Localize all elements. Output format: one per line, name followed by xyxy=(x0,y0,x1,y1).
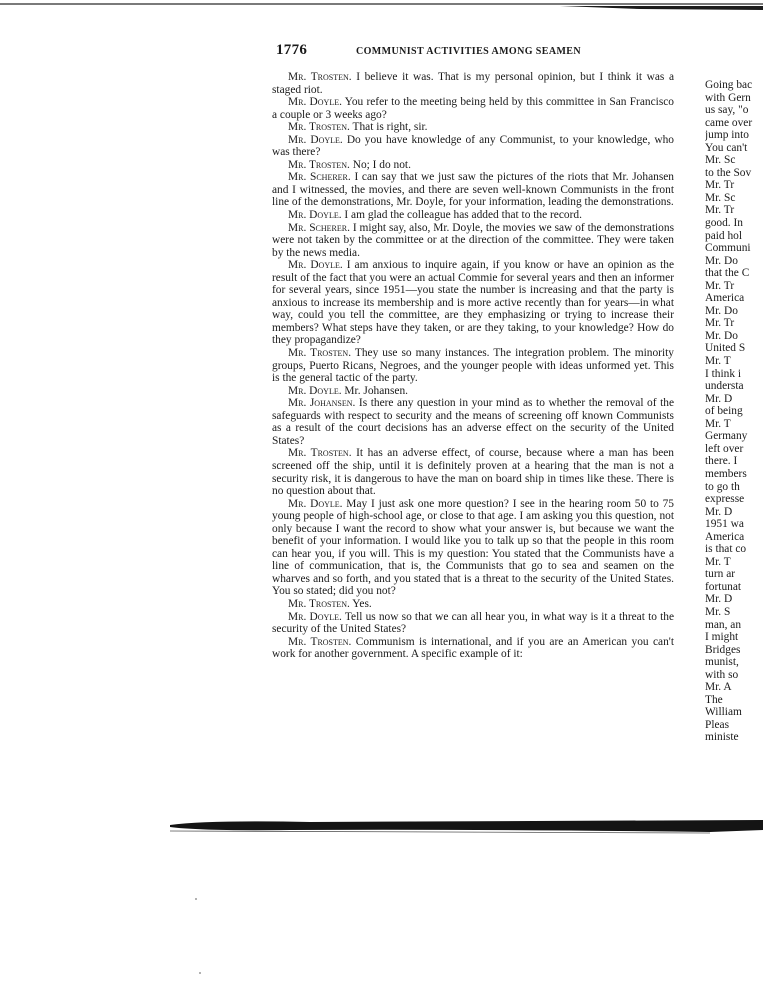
testimony-text: Communism is international, and if you are an American you can't work for another government. A specific example of it: xyxy=(272,635,674,661)
facing-page-line: Mr. Tr xyxy=(705,204,735,217)
testimony-paragraph xyxy=(272,498,674,598)
testimony-text: Yes. xyxy=(349,597,372,610)
facing-page-line: Mr. D xyxy=(705,593,733,606)
facing-page-line: to go th xyxy=(705,480,740,493)
testimony-paragraph xyxy=(272,71,674,96)
facing-page-line: jump into xyxy=(705,129,749,142)
speaker-name: Mr. Trosten. xyxy=(288,347,352,360)
testimony-text: May I just ask one more question? I see in the hearing room 50 to 75 young people of high-school age, or close to that age. I am asking you this question, not only because I want the record to show what your answer is, but because we want the benefit of your information. I would like you to talk up so that the people in this room can hear you, if you will. This is my question: You stated that the Communists have a line of communication, that is, the Communists that go to sea and seamen on the wharves and so forth, and you stated that is a threat to the security of the United States. You so stated; did you not? xyxy=(272,497,674,598)
facing-page-line: good. In xyxy=(705,217,743,230)
facing-page-line: I think i xyxy=(705,367,742,380)
main-text-column xyxy=(272,71,674,731)
testimony-paragraph xyxy=(272,385,674,398)
facing-page-line: Mr. D xyxy=(705,505,733,518)
testimony-paragraph xyxy=(272,121,674,134)
facing-page-line: members xyxy=(705,467,747,480)
facing-page-line: with so xyxy=(705,668,739,681)
facing-page-line: us say, "o xyxy=(705,104,749,117)
facing-page-line: understa xyxy=(705,380,744,393)
speaker-name: Mr. Doyle. xyxy=(288,384,342,397)
testimony-paragraph xyxy=(272,636,674,661)
bottom-binding-shadow xyxy=(170,818,763,836)
testimony-text: Tell us now so that we can all hear you, in what way is it a threat to the security of the United States? xyxy=(272,610,675,636)
speaker-name: Mr. Trosten. xyxy=(288,635,352,648)
facing-page-line: Mr. Do xyxy=(705,254,738,267)
facing-page-line: America xyxy=(705,292,745,305)
facing-page-line: Mr. Do xyxy=(705,329,738,342)
testimony-paragraph xyxy=(272,159,674,172)
testimony-text: I am glad the colleague has added that to the record. xyxy=(341,209,582,222)
testimony-paragraph xyxy=(272,598,674,611)
testimony-text: No; I do not. xyxy=(349,158,411,171)
facing-page-line: 1951 wa xyxy=(705,518,744,531)
speaker-name: Mr. Scherer. xyxy=(288,221,350,234)
facing-page-line: came over xyxy=(705,116,753,129)
facing-page-line: America xyxy=(705,530,745,543)
speaker-name: Mr. Doyle. xyxy=(288,209,342,222)
facing-page-line: The xyxy=(705,693,723,706)
facing-page-line: United S xyxy=(705,342,746,355)
facing-page-line: Mr. D xyxy=(705,392,733,405)
facing-page-line: I might xyxy=(705,631,739,644)
facing-page-line: Pleas xyxy=(705,718,730,731)
speaker-name: Mr. Johansen. xyxy=(288,397,356,410)
speaker-name: Mr. Doyle. xyxy=(288,133,343,146)
testimony-text: Mr. Johansen. xyxy=(341,384,409,397)
facing-page-line: left over xyxy=(705,442,744,455)
speaker-name: Mr. Doyle. xyxy=(288,259,343,272)
speaker-name: Mr. Trosten. xyxy=(288,597,350,610)
facing-page-column xyxy=(705,79,763,759)
facing-page-line: that the C xyxy=(705,267,750,280)
facing-page-line: paid hol xyxy=(705,229,743,242)
testimony-text: I believe it was. That is my personal opinion, but I think it was a staged riot. xyxy=(272,71,674,96)
top-scan-rule xyxy=(0,0,763,14)
testimony-text: That is right, sir. xyxy=(349,121,428,134)
facing-page-line: Communi xyxy=(705,242,751,255)
page-header xyxy=(276,42,676,62)
speaker-name: Mr. Trosten. xyxy=(288,71,352,83)
facing-page-line: You can't xyxy=(705,141,748,154)
facing-page-line: Mr. T xyxy=(705,555,731,568)
facing-page-line: is that co xyxy=(705,543,747,556)
speaker-name: Mr. Trosten. xyxy=(288,158,350,171)
testimony-paragraph xyxy=(272,447,674,497)
facing-page-line: Germany xyxy=(705,430,748,443)
facing-page-line: Mr. Tr xyxy=(705,179,735,192)
speaker-name: Mr. Doyle. xyxy=(288,96,342,109)
facing-page-line: William xyxy=(705,706,742,719)
facing-page-line: munist, xyxy=(705,656,739,669)
testimony-paragraph xyxy=(272,397,674,447)
facing-page-line: ministe xyxy=(705,731,739,744)
facing-page-line: Mr. S xyxy=(705,605,731,618)
facing-page-line: man, an xyxy=(705,618,742,631)
testimony-paragraph xyxy=(272,134,674,159)
scan-speck xyxy=(199,972,201,974)
testimony-paragraph xyxy=(272,209,674,222)
facing-page-line: Mr. Sc xyxy=(705,154,736,167)
speaker-name: Mr. Trosten. xyxy=(288,447,352,460)
scan-speck xyxy=(195,898,197,900)
facing-page-line: Bridges xyxy=(705,643,741,656)
facing-page-line: Mr. Tr xyxy=(705,279,735,292)
speaker-name: Mr. Trosten. xyxy=(288,121,350,134)
testimony-text: Is there any question in your mind as to whether the removal of the safeguards with respect to security and the means of screening off known Communists as a result of the court decisions has an adverse effect on the security of the United States? xyxy=(272,397,674,447)
testimony-text: I am anxious to inquire again, if you know or have an opinion as the result of the fact that you were an actual Commie for several years and then an informer for several years, since 1951—you state the number is increasing and that the party is anxious to increase its membership and is more active recently than for years—in what way, could you tell the committee, are they emphasizing or trying to increase their members? What steps have they taken, or are they taking, to your knowledge? How do they propagandize? xyxy=(272,259,674,347)
page-number: 1776 xyxy=(276,42,308,58)
speaker-name: Mr. Scherer. xyxy=(288,171,351,184)
testimony-paragraph xyxy=(272,611,674,636)
facing-page-line: fortunat xyxy=(705,580,742,593)
facing-page-line: Going bac xyxy=(705,79,753,91)
facing-page-line: there. I xyxy=(705,455,738,468)
testimony-paragraph xyxy=(272,222,674,260)
facing-page-line: Mr. T xyxy=(705,417,731,430)
speaker-name: Mr. Doyle. xyxy=(288,497,343,510)
facing-page-line: turn ar xyxy=(705,568,736,581)
testimony-paragraph xyxy=(272,347,674,385)
speaker-name: Mr. Doyle. xyxy=(288,610,342,623)
testimony-text: You refer to the meeting being held by this committee in San Francisco a couple or 3 weeks ago? xyxy=(272,96,675,121)
testimony-paragraph xyxy=(272,171,674,209)
facing-page-line: Mr. T xyxy=(705,355,731,368)
testimony-text: I can say that we just saw the pictures of the riots that Mr. Johansen and I witnessed, the movies, and there are seven well-known Communists in the front line of the demonstrations, Mr. Doyle, for your information, leading the demonstrations. xyxy=(272,171,675,209)
testimony-text: Do you have knowledge of any Communist, to your knowledge, who was there? xyxy=(272,133,675,159)
testimony-text: I might say, also, Mr. Doyle, the movies we saw of the demonstrations were not taken by the committee or at the direction of the committee. They were taken by the news media. xyxy=(272,221,675,259)
facing-page-line: Mr. A xyxy=(705,681,732,694)
testimony-paragraph xyxy=(272,259,674,347)
testimony-paragraph xyxy=(272,96,674,121)
facing-page-line: with Gern xyxy=(705,91,751,104)
facing-page-line: Mr. Tr xyxy=(705,317,735,330)
testimony-text: It has an adverse effect, of course, because where a man has been screened off the ship, until it is definitely proven at a hearing that the man is not a security risk, it is dangerous to have the man on board ship in times like these. There is no question about that. xyxy=(272,447,675,498)
facing-page-line: to the Sov xyxy=(705,166,752,179)
facing-page-line: Mr. Sc xyxy=(705,191,736,204)
facing-page-line: Mr. Do xyxy=(705,304,738,317)
running-title: COMMUNIST ACTIVITIES AMONG SEAMEN xyxy=(356,46,581,57)
facing-page-line: of being xyxy=(705,405,743,418)
facing-page-line: expresse xyxy=(705,493,745,506)
testimony-text: They use so many instances. The integration problem. The minority groups, Puerto Ricans, Negroes, and the younger people with ideas unformed yet. This is the general tactic of the party. xyxy=(272,347,674,385)
